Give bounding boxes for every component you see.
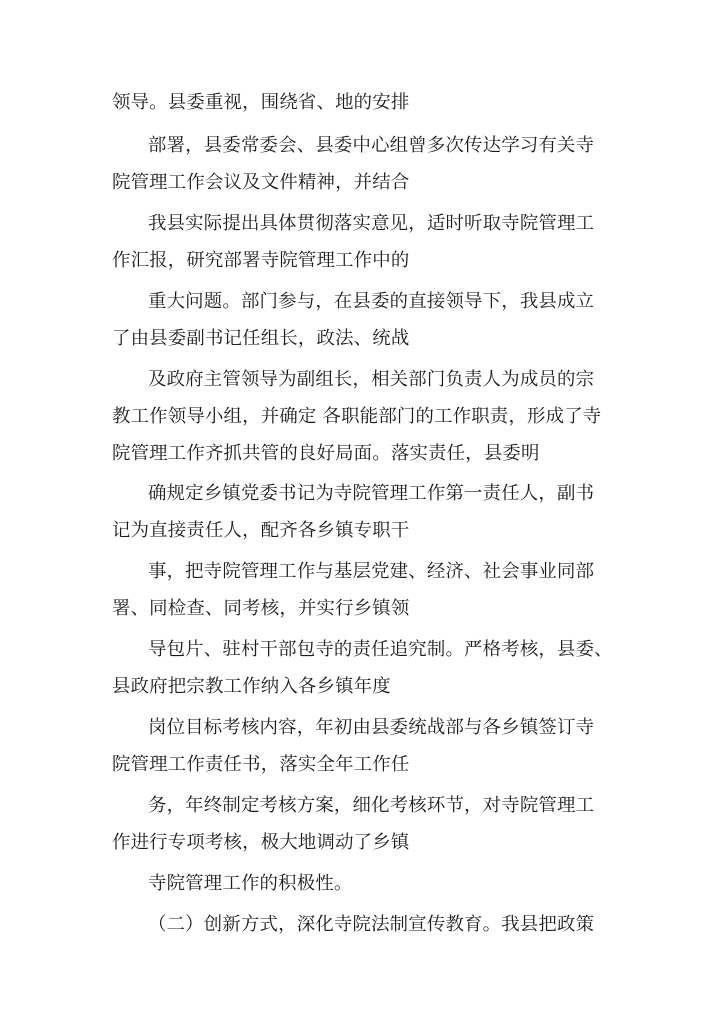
text-line: 寺院管理工作的积极性。	[148, 873, 353, 894]
text-line: 部署，县委常委会、县委中心组曾多次传达学习有关寺	[148, 135, 595, 156]
text-line: 教工作领导小组，并确定 各职能部门的工作职责，形成了寺	[112, 406, 602, 427]
text-line: 重大问题。部门参与，在县委的直接领导下，我县成立	[148, 291, 595, 312]
text-line: 作汇报，研究部署寺院管理工作中的	[112, 250, 410, 271]
text-line: 院管理工作齐抓共管的良好局面。落实责任，县委明	[112, 443, 540, 464]
text-line: 署、同检查、同考核，并实行乡镇领	[112, 598, 410, 619]
text-line: 院管理工作会议及文件精神，并结合	[112, 172, 410, 193]
text-line: 领导。县委重视，围绕省、地的安排	[112, 92, 410, 113]
text-line: 记为直接责任人，配齐各乡镇专职干	[112, 520, 410, 541]
text-line: 务，年终制定考核方案，细化考核环节，对寺院管理工	[148, 795, 595, 816]
text-line: 院管理工作责任书，落实全年工作任	[112, 754, 410, 775]
text-line: 岗位目标考核内容，年初由县委统战部与各乡镇签订寺	[148, 717, 595, 738]
text-line: 我县实际提出具体贯彻落实意见，适时听取寺院管理工	[148, 213, 595, 234]
text-line: 县政府把宗教工作纳入各乡镇年度	[112, 676, 391, 697]
section-heading-line: （二）创新方式，深化寺院法制宣传教育。我县把政策	[148, 914, 595, 935]
text-line: 导包片、驻村干部包寺的责任追究制。严格考核，县委、	[148, 639, 613, 660]
text-line: 确规定乡镇党委书记为寺院管理工作第一责任人，副书	[148, 483, 595, 504]
text-line: 事，把寺院管理工作与基层党建、经济、社会事业同部	[148, 561, 595, 582]
text-line: 了由县委副书记任组长，政法、统战	[112, 328, 410, 349]
text-line: 作进行专项考核，极大地调动了乡镇	[112, 832, 410, 853]
text-line: 及政府主管领导为副组长，相关部门负责人为成员的宗	[148, 369, 595, 390]
